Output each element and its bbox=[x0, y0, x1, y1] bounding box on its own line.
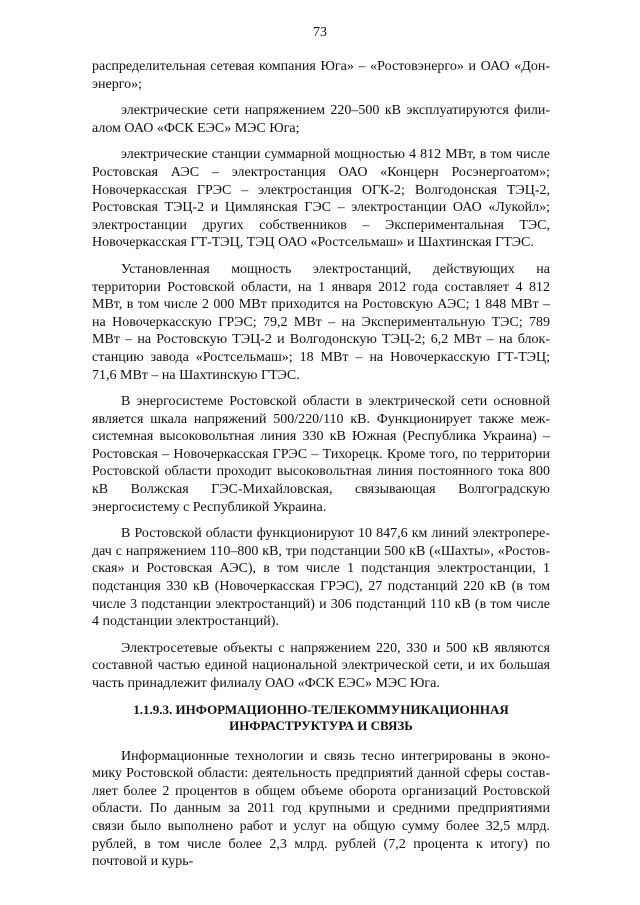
section-heading-line-2: ИНФРАСТРУКТУРА И СВЯЗЬ bbox=[229, 718, 413, 734]
paragraph-7: Электросетевые объекты с напряжением 220, 330 и 500 кВ являются составной частью единой национальной электрической сети, и их большая часть принадлежит филиалу ОАО «ФСК ЕЭС» МЭС Юга. bbox=[92, 640, 550, 691]
paragraph-6: В Ростовской области функционируют 10 847,6 км линий электропередач с напряжением 110–800 кВ, три подстанции 500 кВ («Шахты», «Ростовская» и Ростовская АЭС), в том числе 1 подстанция электростанции, 1 подстанция 330 кВ (Новочеркасская ГРЭС), 27 подстанций 220 кВ (в том числе 3 подстанции электростанций) и 306 подстанций 110 кВ (в том числе 4 подстанции электростанций). bbox=[92, 526, 550, 630]
paragraph-4: Установленная мощность электростанций, действующих на территории Ростовской области, на 1 января 2012 года составляет 4 812 МВт, в том числе 2 000 МВт приходится на Ростовскую АЭС; 1 848 МВт – на Новочеркасскую ГРЭС; 79,2 МВт – на Экспериментальную ТЭС; 789 МВт – на Ростовскую ТЭЦ-2 и Волгодонскую ТЭЦ-2; 6,2 МВт – на блок-станцию завода «Ростсельмаш»; 18 МВт – на Новочеркасскую ГТ-ТЭЦ; 71,6 МВт – на Шахтинскую ГТЭС. bbox=[92, 261, 550, 383]
paragraph-2: электрические сети напряжением 220–500 кВ эксплуатируются филиалом ОАО «ФСК ЕЭС» МЭС Юга; bbox=[92, 103, 550, 136]
section-heading bbox=[92, 702, 550, 735]
page-content bbox=[92, 58, 550, 880]
paragraph-5: В энергосистеме Ростовской области в электрической сети основной является шкала напряжений 500/220/110 кВ. Функционирует также межсистемная высоковольтная линия 330 кВ Южная (Республика Украина) – Ростовская – Новочеркасская ГРЭС – Тихорецк. Кроме того, по территории Ростовской области проходит высоковольтная линия постоянного тока 800 кВ Волжская ГЭС-Михайловская, связывающая Волгоградскую энергосистему с Республикой Украина. bbox=[92, 394, 550, 515]
paragraph-3: электрические станции суммарной мощностью 4 812 МВт, в том числе Ростовская АЭС – электростанция ОАО «Концерн Росэнергоатом»; Новочеркасская ГРЭС – электростанция ОГК-2; Волгодонская ТЭЦ-2, Ростовская ТЭЦ-2 и Цимлянская ГЭС – электростанции ОАО «Лукойл»; электростанции других собственников – Экспериментальная ТЭС, Новочеркасская ГТ-ТЭЦ, ТЭЦ ОАО «Ростсельмаш» и Шахтинская ГТЭС. bbox=[92, 147, 550, 251]
paragraph-8: Информационные технологии и связь тесно интегрированы в экономику Ростовской области: деятельность предприятий данной сферы составляет более 2 процентов в общем объеме оборота организаций Ростовской области. По данным за 2011 год крупными и средними предприятиями связи было выполнено работ и услуг на общую сумму более 32,5 млрд. рублей, в том числе более 2,3 млрд. рублей (7,2 процента к итогу) по почтовой и курь- bbox=[92, 748, 550, 870]
page-number: 73 bbox=[313, 25, 327, 40]
section-heading-line-1: 1.1.9.3. ИНФОРМАЦИОННО-ТЕЛЕКОММУНИКАЦИОННАЯ bbox=[133, 701, 509, 717]
paragraph-1: распределительная сетевая компания Юга» – «Ростовэнерго» и ОАО «Донэнерго»; bbox=[92, 59, 550, 92]
